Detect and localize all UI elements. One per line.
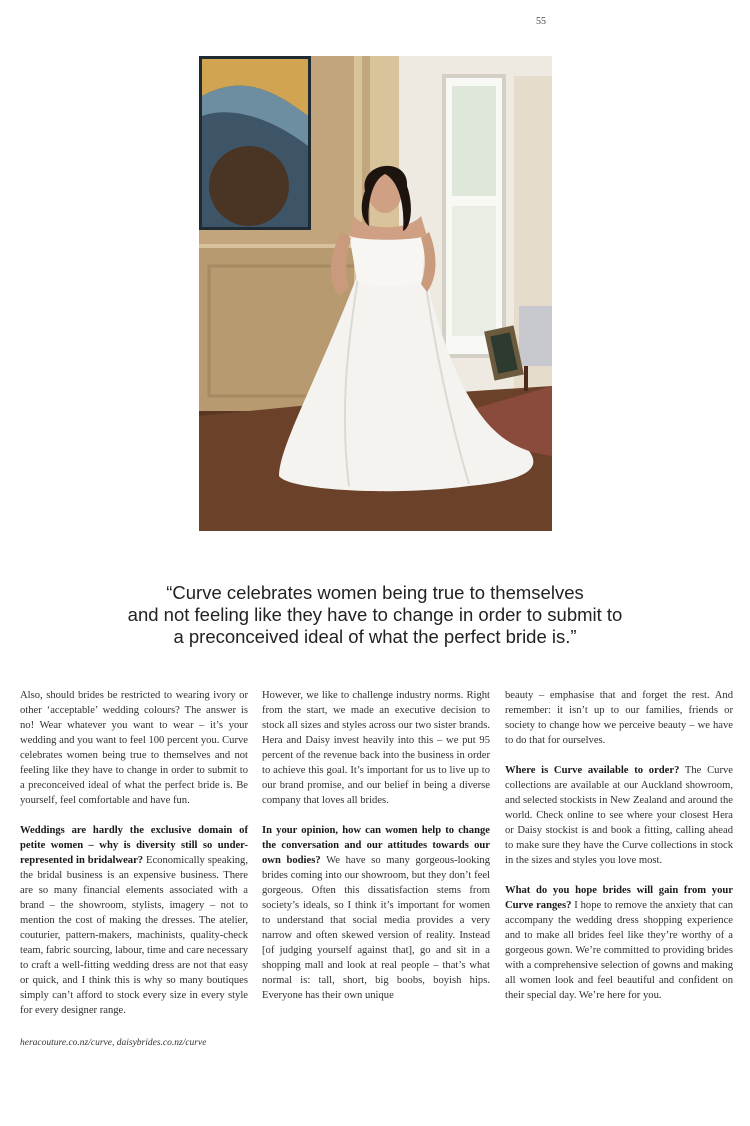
paragraph: beauty – emphasise that and forget the rest. And remember: it isn’t up to our families, friends or society to change how we perceive beauty – we have to do that for ourselves. <box>505 690 733 746</box>
paragraph <box>505 883 733 1003</box>
question: Weddings are hardly the exclusive domain of petite women – why is diversity still so under-represented in bridalwear? <box>20 825 248 866</box>
pull-quote-line: “Curve celebrates women being true to themselves <box>166 582 584 603</box>
paragraph <box>262 823 490 1003</box>
question: In your opinion, how can women help to change the conversation and our attitudes towards our own bodies? <box>262 825 490 866</box>
bride-photo <box>199 56 552 531</box>
pull-quote-line: and not feeling like they have to change in order to submit to <box>127 604 623 625</box>
pull-quote-line: a preconceived ideal of what the perfect bride is.” <box>173 626 577 647</box>
answer: The Curve collections are available at our Auckland showroom, and selected stockists in New Zealand and around the world. Check online to see where your closest Hera or Daisy stockist is and book a fitting, calling ahead to make sure they have the Curve collections in stock in the sizes and styles you love most. <box>505 765 733 866</box>
question: What do you hope brides will gain from your Curve ranges? <box>505 885 733 911</box>
question: Where is Curve available to order? <box>505 765 680 776</box>
answer: I hope to remove the anxiety that can accompany the wedding dress shopping experience and to make all brides feel like they’re worthy of a gorgeous gown. We’re committed to providing brides with a comprehensive selection of gowns and making all women look and feel beautiful and confident on their special day. We’re here for you. <box>505 900 733 1001</box>
paragraph: However, we like to challenge industry norms. Right from the start, we made an executive decision to stock all sizes and styles across our two sister brands. Hera and Daisy invest heavily into this – we put 95 percent of the revenue back into the business in order to achieve this goal. It’s important for us to live up to our brand promise, and our belief in being a diverse company that loves all brides. <box>262 690 490 806</box>
pull-quote <box>60 582 690 648</box>
text-column-2 <box>262 688 490 1018</box>
paragraph: Also, should brides be restricted to wearing ivory or other ‘acceptable’ wedding colours? The answer is no! Wear whatever you want to wear – it’s your wedding and you want to feel 100 percent you. Curve celebrates women being true to themselves and not feeling like they have to change in order to submit to a preconceived ideal of what the perfect bride is. Be yourself, feel comfortable and have fun. <box>20 690 248 806</box>
paragraph <box>20 823 248 1018</box>
paragraph <box>505 763 733 868</box>
answer: We have so many gorgeous-looking brides coming into our showroom, but they don’t feel gorgeous. Often this dissatisfaction stems from society’s ideals, so I think it’s important for women to understand that social media provides a very narrow and often skewed version of reality. Instead [of judging yourself against that], go and sit in a shopping mall and look at real people – that’s what normal is: tall, short, big boobs, boyish hips. Everyone has their own unique <box>262 855 490 1001</box>
answer: Economically speaking, the bridal business is an expensive business. There are so many financial elements associated with a brand – the showroom, stylists, imagery – not to mention the cost of making the dresses. The atelier, couturier, pattern-makers, machinists, quality-check team, fabric sourcing, labour, time and care necessary to craft a well-fitting wedding dress are not that easy or quick, and I think this is why so many boutiques simply can’t afford to stock every size in every style for every designer range. <box>20 855 249 1016</box>
text-column-1 <box>20 688 248 1033</box>
page-number: 55 <box>536 16 546 27</box>
credits-links[interactable]: heracouture.co.nz/curve, daisybrides.co.nz/curve <box>20 1038 207 1048</box>
text-column-3 <box>505 688 733 1018</box>
